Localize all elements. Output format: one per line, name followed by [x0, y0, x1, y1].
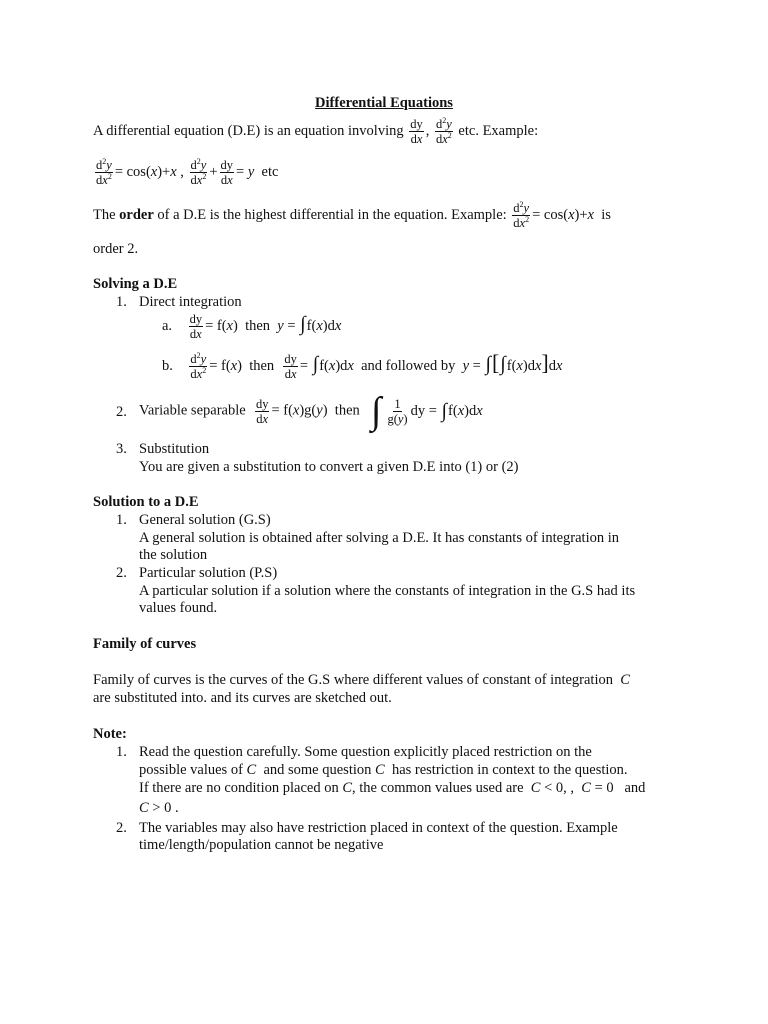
order-bold: order	[119, 206, 154, 223]
solving-item3-label: Substitution	[139, 441, 210, 457]
note-line2a: possible values of	[139, 762, 243, 778]
order-middle: of a D.E is the highest differential in the equation. Example:	[157, 206, 507, 223]
note-item2-line1: The variables may also have restriction placed in context of the question. Example	[139, 820, 618, 836]
note-line3a: If there are no condition placed on	[139, 780, 339, 796]
etc-text: etc	[261, 163, 279, 180]
solving-item2-label: Variable separable	[139, 402, 246, 419]
frac-d2y-dx2: $\frac{d^2y}{dx^2}$	[435, 116, 452, 146]
note-line2c: has restriction in context to the question.	[391, 762, 628, 778]
page-title: Differential Equations	[315, 95, 453, 111]
note-item1-line2: possible values of C and some question C has restriction in context to the question.	[139, 762, 628, 778]
family-line2: are substituted into. and its curves are sketched out.	[93, 690, 392, 706]
solving-item2-num: 2.	[116, 404, 127, 420]
note-item2-line2: time/length/population cannot be negative	[139, 837, 384, 853]
family-line1: Family of curves is the curves of the G.S where different values of constant of integration C	[93, 672, 630, 688]
order-suffix: is	[601, 206, 611, 223]
solution-heading: Solution to a D.E	[93, 494, 199, 510]
solving-item3-desc: You are given a substitution to convert a given D.E into (1) or (2)	[139, 459, 519, 475]
solving-item3-num: 3.	[116, 441, 127, 457]
solving-a: a. $\frac{dy}{dx}$ = f(x) then y = ∫f(x)dx	[162, 312, 342, 341]
note-item1-line3: If there are no condition placed on C, the common values used are C < 0, , C = 0 and	[139, 780, 646, 796]
order-prefix: The	[93, 206, 116, 223]
solution-item1-label: General solution (G.S)	[139, 512, 271, 528]
solving-b: b. $\frac{d^2y}{dx^2}$ = f(x) then $\frac{dy}{dx}$ = ∫f(x)dx and followed by y = ∫[∫f(x)dx]dx	[162, 350, 563, 382]
solution-item1-num: 1.	[116, 512, 127, 528]
solving-b-followed: and followed by	[361, 358, 456, 374]
intro-after: etc. Example:	[458, 122, 539, 139]
frac-dy-dx: $\frac{dy}{dx}$	[410, 117, 423, 146]
solving-item2-then: then	[334, 402, 360, 419]
solution-item2-label: Particular solution (P.S)	[139, 565, 278, 581]
solution-item1-line1: A general solution is obtained after solving a D.E. It has constants of integration in	[139, 530, 620, 546]
solution-item2-line1: A particular solution if a solution where the constants of integration in the G.S had its	[139, 583, 636, 599]
solution-item2-line2: values found.	[139, 600, 218, 616]
solving-heading: Solving a D.E	[93, 276, 178, 292]
family-line1-text: Family of curves is the curves of the G.S where different values of constant of integration	[93, 672, 613, 688]
note-line3c: and	[624, 780, 646, 796]
solving-a-label: a.	[162, 317, 173, 334]
order-line: The order of a D.E is the highest differential in the equation. Example: $\frac{d^2y}{dx^2}$ = cos(x)+x is	[93, 200, 611, 230]
note-line3b: , the common values used are	[352, 780, 524, 796]
note-item1-line1: Read the question carefully. Some question explicitly placed restriction on the	[139, 744, 592, 760]
solving-a-then: then	[245, 317, 271, 334]
note-line2b: and some question	[263, 762, 372, 778]
intro-text: A differential equation (D.E) is an equation involving	[93, 122, 404, 139]
note-heading: Note:	[93, 726, 127, 742]
example-equations: $\frac{d^2y}{dx^2}$ = cos(x)+x , $\frac{d^2y}{dx^2}$ + $\frac{dy}{dx}$ = y etc	[96, 157, 279, 187]
note-item1-line4: C > 0 .	[139, 800, 179, 816]
order-line2: order 2.	[93, 241, 139, 257]
solving-b-then: then	[249, 358, 275, 374]
note-item2-num: 2.	[116, 820, 127, 836]
intro-line: A differential equation (D.E) is an equation involving $\frac{dy}{dx}$ , $\frac{d^2y}{dx^2}$ etc. Example:	[93, 116, 539, 146]
solving-item1-num: 1.	[116, 294, 127, 310]
solution-item2-num: 2.	[116, 565, 127, 581]
family-heading: Family of curves	[93, 636, 197, 652]
solving-item1-label: Direct integration	[139, 294, 242, 310]
solving-b-label: b.	[162, 358, 173, 374]
solving-item2: Variable separable $\frac{dy}{dx}$ = f(x)g(y) then ∫ $\frac{1}{g(y)}$ dy = ∫ f( x )d x	[139, 390, 483, 432]
solution-item1-line2: the solution	[139, 547, 208, 563]
note-item1-num: 1.	[116, 744, 127, 760]
